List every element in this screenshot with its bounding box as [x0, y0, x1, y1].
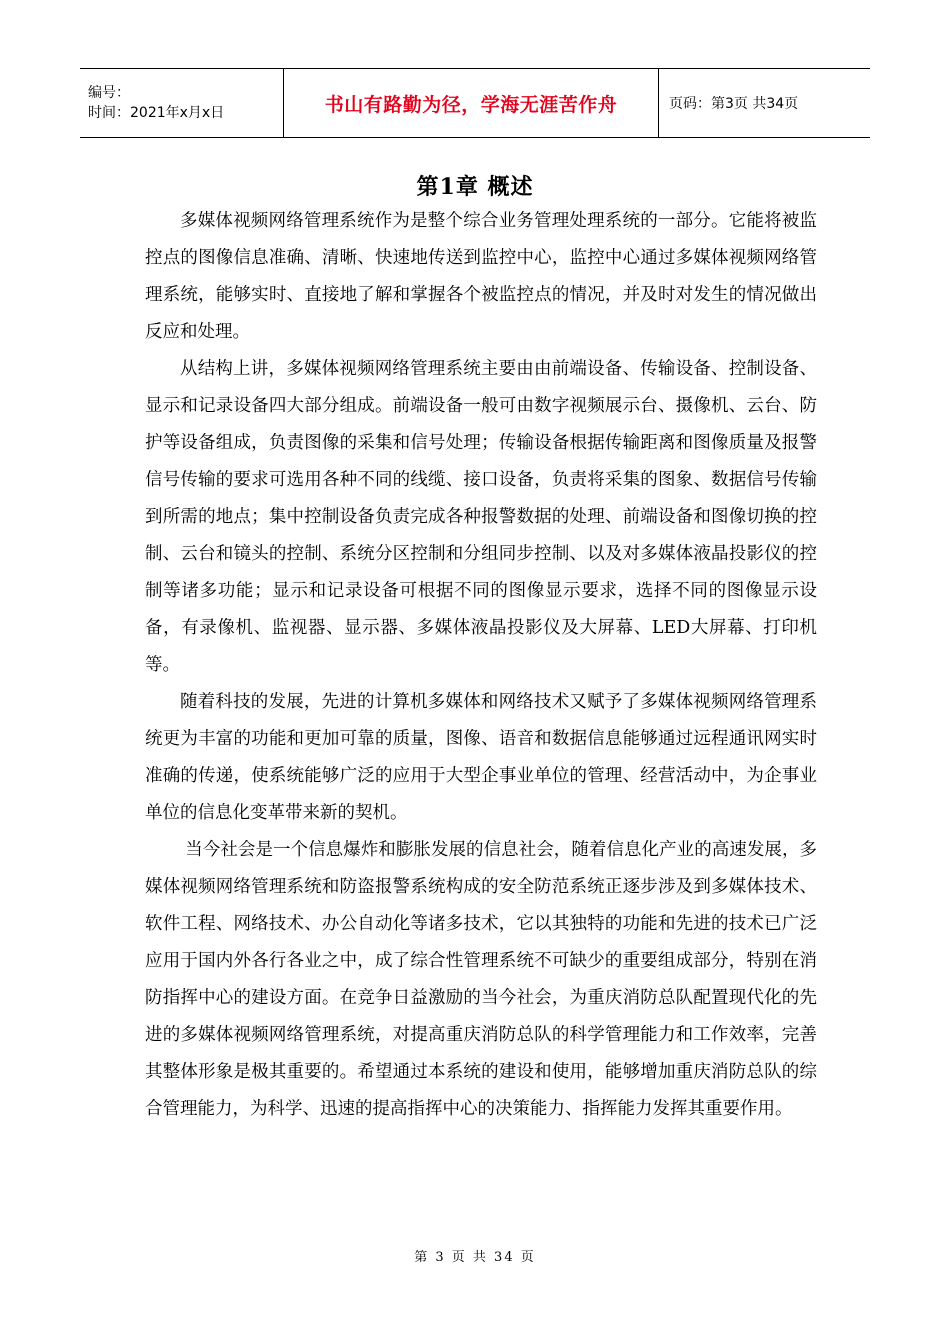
- paragraph: 从结构上讲，多媒体视频网络管理系统主要由由前端设备、传输设备、控制设备、显示和记录设备四大部分组成。前端设备一般可由数字视频展示台、摄像机、云台、防护等设备组成，负责图像的采集和信号处理；传输设备根据传输距离和图像质量及报警信号传输的要求可选用各种不同的线缆、接口设备，负责将采集的图象、数据信号传输到所需的地点；集中控制设备负责完成各种报警数据的处理、前端设备和图像切换的控制、云台和镜头的控制、系统分区控制和分组同步控制、以及对多媒体液晶投影仪的控制等诸多功能；显示和记录设备可根据不同的图像显示要求，选择不同的图像显示设备，有录像机、监视器、显示器、多媒体液晶投影仪及大屏幕、LED大屏幕、打印机等。: [145, 359, 817, 675]
- doc-code-label: 编号：: [88, 85, 130, 101]
- header-page-label: 页码：第3页 共34页: [669, 96, 799, 112]
- header-page-cell: [659, 69, 870, 137]
- paragraph: 当今社会是一个信息爆炸和膨胀发展的信息社会，随着信息化产业的高速发展，多媒体视频网络管理系统和防盗报警系统构成的安全防范系统正逐步涉及到多媒体技术、软件工程、网络技术、办公自动化等诸多技术，它以其独特的功能和先进的技术已广泛应用于国内外各行各业之中，成了综合性管理系统不可缺少的重要组成部分，特别在消防指挥中心的建设方面。在竞争日益激励的当今社会，为重庆消防总队配置现代化的先进的多媒体视频网络管理系统，对提高重庆消防总队的科学管理能力和工作效率，完善其整体形象是极其重要的。希望通过本系统的建设和使用，能够增加重庆消防总队的综合管理能力，为科学、迅速的提高指挥中心的决策能力、指挥能力发挥其重要作用。: [145, 840, 817, 1119]
- doc-date-label: 时间：2021年x月x日: [88, 105, 225, 121]
- header-motto-cell: [283, 69, 659, 137]
- paragraph: 随着科技的发展，先进的计算机多媒体和网络技术又赋予了多媒体视频网络管理系统更为丰富的功能和更加可靠的质量，图像、语音和数据信息能够通过远程通讯网实时准确的传递，使系统能够广泛的应用于大型企事业单位的管理、经营活动中，为企事业单位的信息化变革带来新的契机。: [145, 692, 817, 823]
- header-meta: [80, 69, 283, 137]
- page-footer: 第 3 页 共 34 页: [414, 1250, 536, 1265]
- document-body: [145, 203, 817, 1128]
- paragraph: 多媒体视频网络管理系统作为是整个综合业务管理处理系统的一部分。它能将被监控点的图像信息准确、清晰、快速地传送到监控中心，监控中心通过多媒体视频网络管理系统，能够实时、直接地了解和掌握各个被监控点的情况，并及时对发生的情况做出反应和处理。: [145, 211, 817, 342]
- header-motto: 书山有路勤为径，学海无涯苦作舟: [324, 93, 618, 116]
- chapter-title: 第1章 概述: [416, 174, 534, 200]
- page-header: [80, 68, 870, 138]
